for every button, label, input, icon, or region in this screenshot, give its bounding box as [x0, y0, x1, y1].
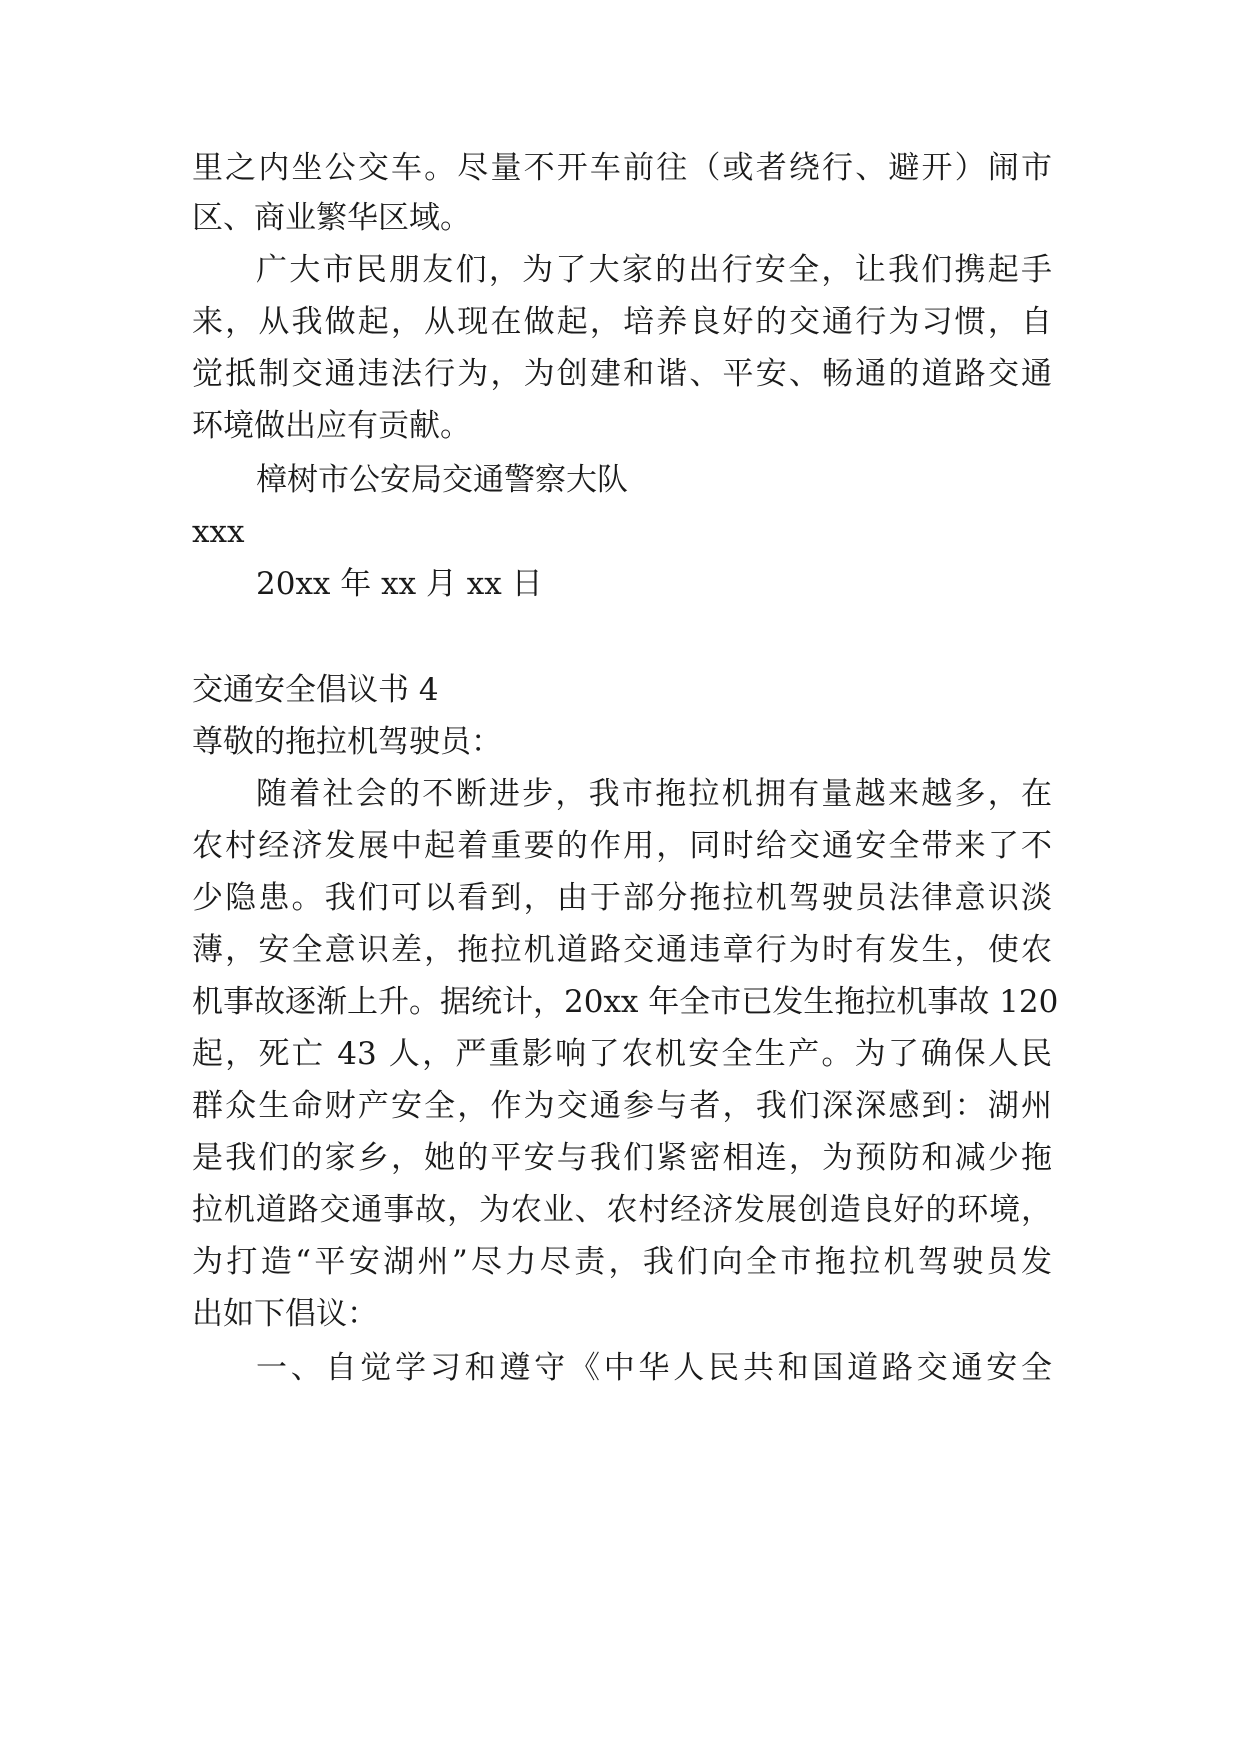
paragraph-line: 广大市民朋友们，为了大家的出行安全，让我们携起手 [256, 252, 1052, 288]
section-title: 交通安全倡议书 4 [192, 672, 439, 708]
paragraph-line: 是我们的家乡，她的平安与我们紧密相连，为预防和减少拖 [192, 1140, 1052, 1176]
paragraph-line: 机事故逐渐上升。据统计，20xx 年全市已发生拖拉机事故 120 [192, 984, 1059, 1020]
paragraph-line: 环境做出应有贡献。 [192, 408, 471, 444]
paragraph-line: 农村经济发展中起着重要的作用，同时给交通安全带来了不 [192, 828, 1052, 864]
paragraph-line: 为打造“平安湖州”尽力尽责，我们向全市拖拉机驾驶员发 [192, 1244, 1052, 1280]
paragraph-line: 一、自觉学习和遵守《中华人民共和国道路交通安全 [256, 1350, 1052, 1386]
paragraph-line: 拉机道路交通事故，为农业、农村经济发展创造良好的环境， [192, 1192, 1052, 1228]
paragraph-line: 来，从我做起，从现在做起，培养良好的交通行为习惯，自 [192, 304, 1052, 340]
paragraph-line: 区、商业繁华区域。 [192, 200, 471, 236]
signature-name: xxx [192, 514, 245, 550]
paragraph-line: 薄，安全意识差，拖拉机道路交通违章行为时有发生，使农 [192, 932, 1052, 968]
paragraph-line: 起，死亡 43 人，严重影响了农机安全生产。为了确保人民 [192, 1036, 1052, 1072]
signature-organization: 樟树市公安局交通警察大队 [256, 462, 628, 498]
paragraph-line: 出如下倡议： [192, 1296, 378, 1332]
paragraph-line: 觉抵制交通违法行为，为创建和谐、平安、畅通的道路交通 [192, 356, 1052, 392]
salutation: 尊敬的拖拉机驾驶员： [192, 724, 502, 760]
paragraph-line: 群众生命财产安全，作为交通参与者，我们深深感到：湖州 [192, 1088, 1052, 1124]
signature-date: 20xx 年 xx 月 xx 日 [256, 566, 543, 602]
paragraph-line: 里之内坐公交车。尽量不开车前往（或者绕行、避开）闹市 [192, 150, 1052, 186]
paragraph-line: 少隐患。我们可以看到，由于部分拖拉机驾驶员法律意识淡 [192, 880, 1052, 916]
paragraph-line: 随着社会的不断进步，我市拖拉机拥有量越来越多，在 [256, 776, 1052, 812]
